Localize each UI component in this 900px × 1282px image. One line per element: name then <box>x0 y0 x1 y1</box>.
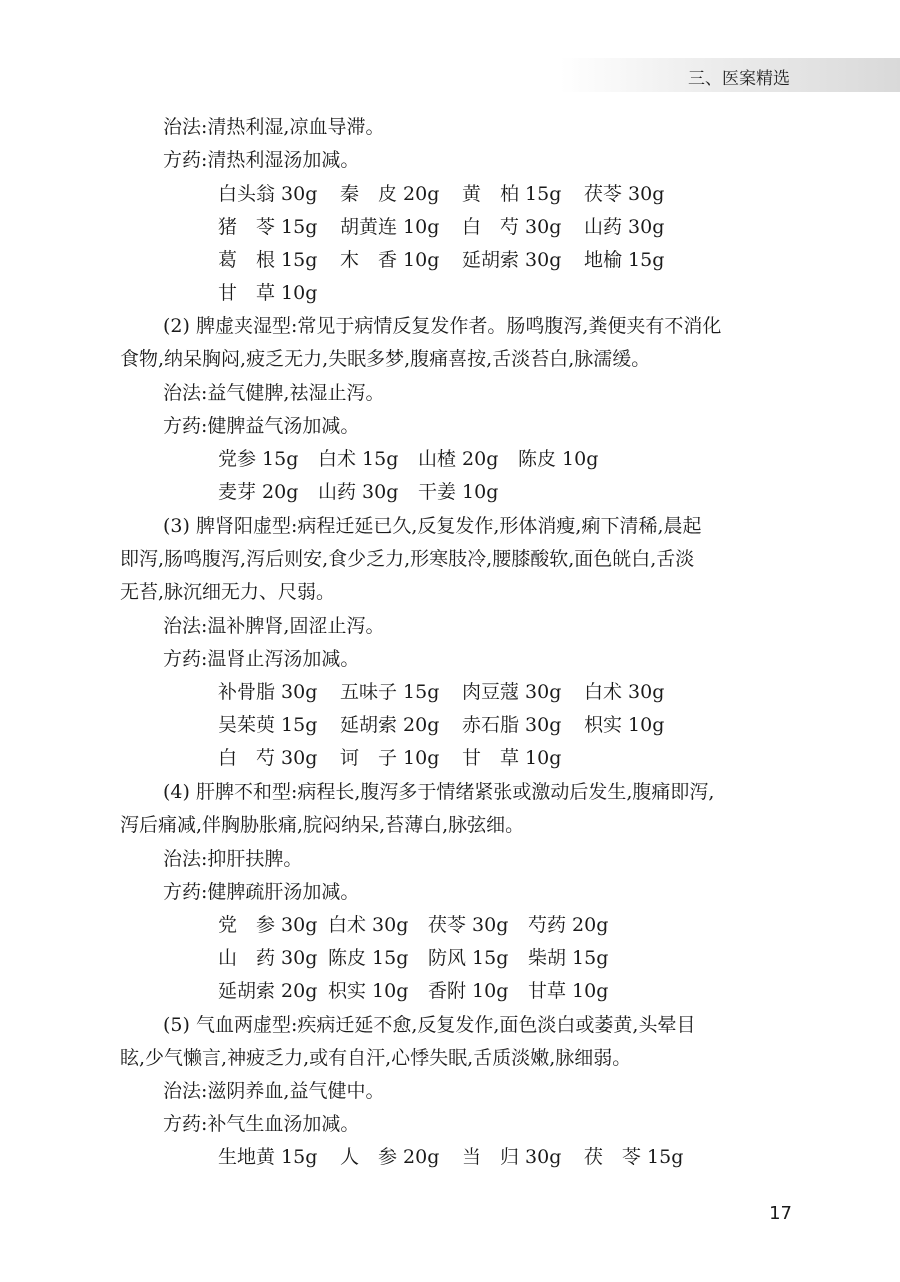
herb-row <box>218 945 628 971</box>
herb-item: 麦芽 20g <box>218 481 299 503</box>
formula-5: 方药:补气生血汤加减。 <box>163 1113 360 1135</box>
herb-item: 赤石脂 30g <box>462 714 562 736</box>
herb-item: 陈皮 10g <box>518 448 599 470</box>
herb-item: 人 参 20g <box>340 1146 440 1168</box>
syndrome-5-line-2: 眩,少气懒言,神疲乏力,或有自汗,心悸失眠,舌质淡嫩,脉细弱。 <box>120 1047 632 1069</box>
herb-row <box>218 479 518 505</box>
syndrome-2-line-2: 食物,纳呆胸闷,疲乏无力,失眠多梦,腹痛喜按,舌淡苔白,脉濡缓。 <box>120 348 651 370</box>
herb-item: 延胡索 30g <box>462 249 562 271</box>
herb-row <box>218 247 684 273</box>
herb-row <box>218 280 340 306</box>
herb-item: 陈皮 15g <box>328 947 409 969</box>
herb-item: 肉豆蔻 30g <box>462 681 562 703</box>
herb-item: 茯苓 30g <box>584 183 665 205</box>
herb-item: 黄 柏 15g <box>462 183 562 205</box>
herb-item: 延胡索 20g <box>218 980 318 1002</box>
herb-row <box>218 1144 684 1170</box>
herb-item: 胡黄连 10g <box>340 216 440 238</box>
herb-item: 干姜 10g <box>418 481 499 503</box>
herb-item: 柴胡 15g <box>528 947 609 969</box>
treatment-method-5: 治法:滋阴养血,益气健中。 <box>163 1080 385 1102</box>
herb-item: 吴茱萸 15g <box>218 714 318 736</box>
herb-item: 枳实 10g <box>328 980 409 1002</box>
herb-row <box>218 214 684 240</box>
herb-item: 猪 苓 15g <box>218 216 318 238</box>
herb-item: 党参 15g <box>218 448 299 470</box>
treatment-method-3: 治法:温补脾肾,固涩止泻。 <box>163 615 385 637</box>
herb-item: 防风 15g <box>428 947 509 969</box>
page-number: 17 <box>769 1203 792 1224</box>
syndrome-3-line-2: 即泻,肠鸣腹泻,泻后则安,食少乏力,形寒肢冷,腰膝酸软,面色㿠白,舌淡 <box>120 548 695 570</box>
herb-item: 葛 根 15g <box>218 249 318 271</box>
herb-item: 白术 30g <box>584 681 665 703</box>
herb-item: 地榆 15g <box>584 249 665 271</box>
syndrome-3-line-3: 无苔,脉沉细无力、尺弱。 <box>120 581 336 603</box>
herb-row <box>218 745 584 771</box>
herb-item: 五味子 15g <box>340 681 440 703</box>
herb-item: 香附 10g <box>428 980 509 1002</box>
herb-item: 白术 15g <box>318 448 399 470</box>
herb-item: 秦 皮 20g <box>340 183 440 205</box>
syndrome-4-line-2: 泻后痛减,伴胸胁胀痛,脘闷纳呆,苔薄白,脉弦细。 <box>120 814 525 836</box>
herb-row <box>218 978 628 1004</box>
herb-item: 茯苓 30g <box>428 914 509 936</box>
herb-item: 白 芍 30g <box>218 747 318 769</box>
herb-item: 芍药 20g <box>528 914 609 936</box>
herb-item: 山药 30g <box>584 216 665 238</box>
herb-item: 甘 草 10g <box>218 282 318 304</box>
formula-1: 方药:清热利湿汤加减。 <box>163 149 360 171</box>
herb-item: 山药 30g <box>318 481 399 503</box>
herb-item: 枳实 10g <box>584 714 665 736</box>
herb-row <box>218 679 684 705</box>
herb-item: 山 药 30g <box>218 947 318 969</box>
herb-item: 诃 子 10g <box>340 747 440 769</box>
herb-item: 补骨脂 30g <box>218 681 318 703</box>
section-title: 三、医案精选 <box>688 69 790 89</box>
herb-item: 白 芍 30g <box>462 216 562 238</box>
syndrome-3-line-1: (3) 脾肾阳虚型:病程迁延已久,反复发作,形体消瘦,痢下清稀,晨起 <box>163 515 702 537</box>
treatment-method-2: 治法:益气健脾,祛湿止泻。 <box>163 382 385 404</box>
herb-row <box>218 712 684 738</box>
formula-3: 方药:温肾止泻汤加减。 <box>163 648 360 670</box>
herb-row <box>218 912 628 938</box>
herb-item: 当 归 30g <box>462 1146 562 1168</box>
herb-item: 山楂 20g <box>418 448 499 470</box>
herb-item: 甘 草 10g <box>462 747 562 769</box>
herb-item: 延胡索 20g <box>340 714 440 736</box>
herb-item: 党 参 30g <box>218 914 318 936</box>
herb-item: 白术 30g <box>328 914 409 936</box>
herb-row <box>218 446 618 472</box>
herb-row <box>218 181 684 207</box>
herb-item: 生地黄 15g <box>218 1146 318 1168</box>
syndrome-5-line-1: (5) 气血两虚型:疾病迁延不愈,反复发作,面色淡白或萎黄,头晕目 <box>163 1014 696 1036</box>
herb-item: 甘草 10g <box>528 980 609 1002</box>
herb-item: 木 香 10g <box>340 249 440 271</box>
herb-item: 茯 苓 15g <box>584 1146 684 1168</box>
formula-4: 方药:健脾疏肝汤加减。 <box>163 881 360 903</box>
formula-2: 方药:健脾益气汤加减。 <box>163 415 360 437</box>
syndrome-4-line-1: (4) 肝脾不和型:病程长,腹泻多于情绪紧张或激动后发生,腹痛即泻, <box>163 781 715 803</box>
syndrome-2-line-1: (2) 脾虚夹湿型:常见于病情反复发作者。肠鸣腹泻,粪便夹有不消化 <box>163 315 722 337</box>
herb-item: 白头翁 30g <box>218 183 318 205</box>
treatment-method-1: 治法:清热利湿,凉血导滞。 <box>163 116 385 138</box>
treatment-method-4: 治法:抑肝扶脾。 <box>163 848 303 870</box>
